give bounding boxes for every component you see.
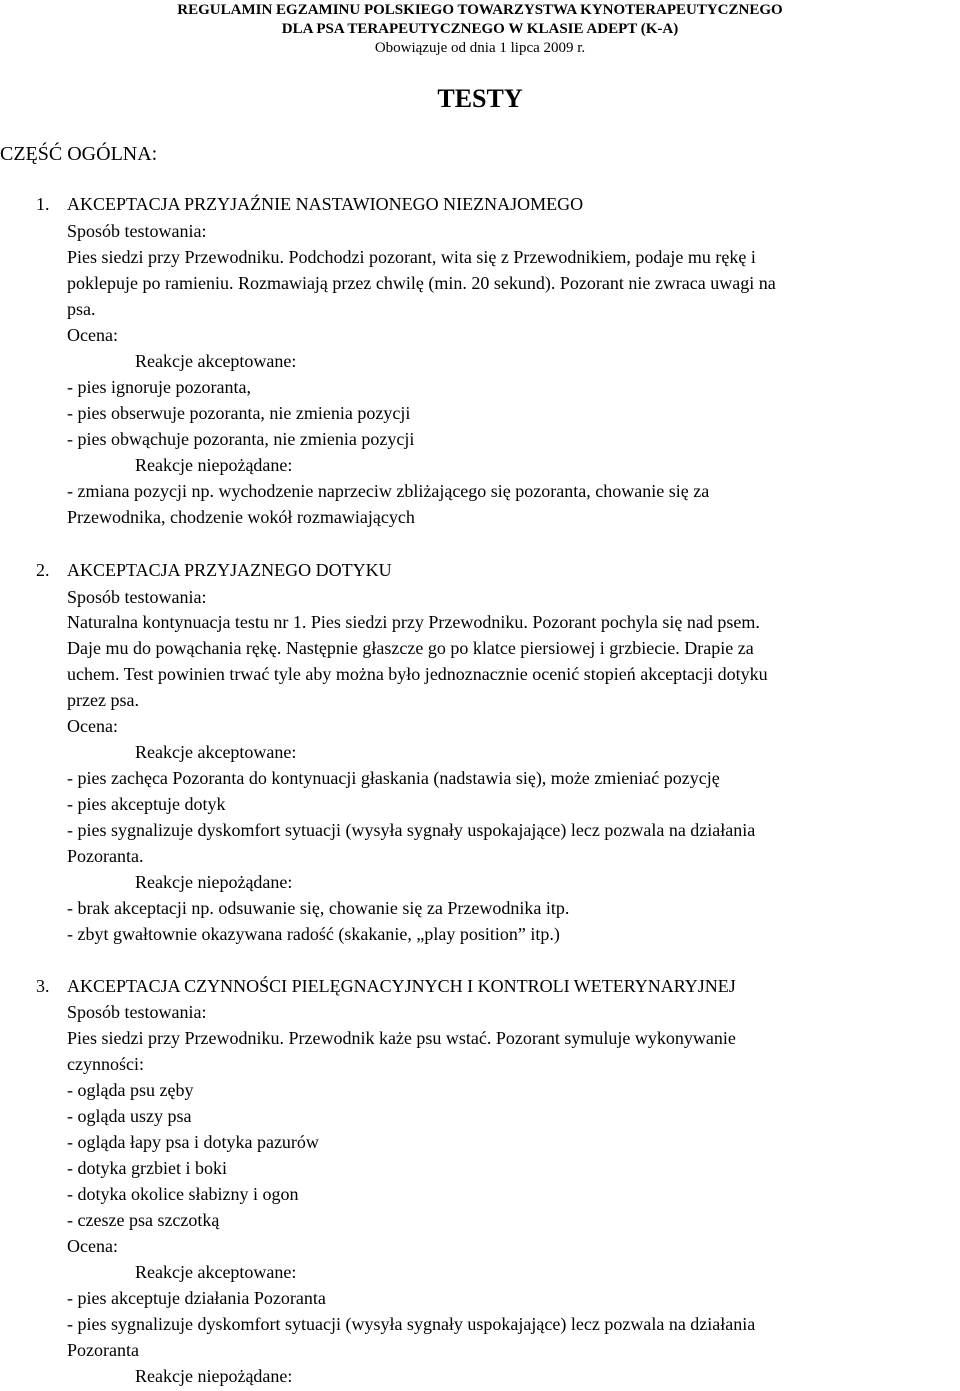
unwanted-item: - zmiana pozycji np. wychodzenie naprzeciw zbliżającego się pozoranta, chowanie się za: [67, 481, 710, 501]
method-line: przez psa.: [67, 690, 139, 710]
method-label: Sposób testowania:: [67, 1002, 207, 1022]
accepted-item: - pies akceptuje działania Pozoranta: [67, 1288, 326, 1308]
method-line: - ogląda uszy psa: [67, 1106, 192, 1126]
method-line: - dotyka okolice słabizny i ogon: [67, 1184, 299, 1204]
section-number: 3.: [36, 976, 50, 996]
unwanted-item: - brak akceptacji np. odsuwanie się, chowanie się za Przewodnika itp.: [67, 898, 570, 918]
method-line: - ogląda łapy psa i dotyka pazurów: [67, 1132, 319, 1152]
header-effective-date: Obowiązuje od dnia 1 lipca 2009 r.: [374, 40, 586, 56]
page-title: TESTY: [437, 84, 523, 113]
unwanted-label: Reakcje niepożądane:: [135, 1366, 293, 1386]
unwanted-item: - zbyt gwałtownie okazywana radość (skakanie, „play position” itp.): [67, 924, 560, 944]
method-line: Naturalna kontynuacja testu nr 1. Pies siedzi przy Przewodniku. Pozorant pochyla się nad psem.: [67, 612, 760, 632]
header-class: DLA PSA TERAPEUTYCZNEGO W KLASIE ADEPT (K-A): [281, 21, 679, 37]
part-heading: CZĘŚĆ OGÓLNA:: [0, 143, 158, 165]
unwanted-label: Reakcje niepożądane:: [135, 455, 293, 475]
method-line: psa.: [67, 299, 96, 319]
header-organization: REGULAMIN EGZAMINU POLSKIEGO TOWARZYSTWA KYNOTERAPEUTYCZNEGO: [177, 2, 783, 18]
section-number: 1.: [36, 194, 50, 214]
section-number: 2.: [36, 560, 50, 580]
method-line: - czesze psa szczotką: [67, 1210, 220, 1230]
eval-label: Ocena:: [67, 325, 118, 345]
accepted-item: - pies ignoruje pozoranta,: [67, 377, 251, 397]
unwanted-label: Reakcje niepożądane:: [135, 872, 293, 892]
eval-label: Ocena:: [67, 1236, 118, 1256]
accepted-item: - pies akceptuje dotyk: [67, 794, 226, 814]
accepted-item: - pies zachęca Pozoranta do kontynuacji głaskania (nadstawia się), może zmieniać pozycję: [67, 768, 720, 788]
unwanted-item: Przewodnika, chodzenie wokół rozmawiających: [67, 507, 415, 527]
method-line: czynności:: [67, 1054, 144, 1074]
accepted-item: - pies obserwuje pozoranta, nie zmienia pozycji: [67, 403, 411, 423]
accepted-item: Pozoranta: [67, 1340, 139, 1360]
accepted-label: Reakcje akceptowane:: [135, 1262, 297, 1282]
method-label: Sposób testowania:: [67, 587, 207, 607]
method-label: Sposób testowania:: [67, 221, 207, 241]
accepted-item: - pies obwąchuje pozoranta, nie zmienia pozycji: [67, 429, 415, 449]
method-line: - dotyka grzbiet i boki: [67, 1158, 227, 1178]
section-title: AKCEPTACJA CZYNNOŚCI PIELĘGNACYJNYCH I KONTROLI WETERYNARYJNEJ: [67, 976, 736, 996]
section-title: AKCEPTACJA PRZYJAZNEGO DOTYKU: [67, 560, 392, 580]
section-title: AKCEPTACJA PRZYJAŹNIE NASTAWIONEGO NIEZNAJOMEGO: [67, 194, 584, 214]
method-line: Pies siedzi przy Przewodniku. Przewodnik każe psu wstać. Pozorant symuluje wykonywanie: [67, 1028, 736, 1048]
method-line: uchem. Test powinien trwać tyle aby można było jednoznacznie ocenić stopień akceptacji dotyku: [67, 664, 768, 684]
method-line: Pies siedzi przy Przewodniku. Podchodzi pozorant, wita się z Przewodnikiem, podaje mu rękę i: [67, 247, 756, 267]
accepted-item: - pies sygnalizuje dyskomfort sytuacji (wysyła sygnały uspokajające) lecz pozwala na działania: [67, 1314, 756, 1334]
accepted-label: Reakcje akceptowane:: [135, 742, 297, 762]
eval-label: Ocena:: [67, 716, 118, 736]
accepted-label: Reakcje akceptowane:: [135, 351, 297, 371]
accepted-item: - pies sygnalizuje dyskomfort sytuacji (wysyła sygnały uspokajające) lecz pozwala na działania: [67, 820, 756, 840]
method-line: Daje mu do powąchania rękę. Następnie głaszcze go po klatce piersiowej i grzbiecie. Drapie za: [67, 638, 754, 658]
method-line: - ogląda psu zęby: [67, 1080, 194, 1100]
method-line: poklepuje po ramieniu. Rozmawiają przez chwilę (min. 20 sekund). Pozorant nie zwraca uwagi na: [67, 273, 776, 293]
accepted-item: Pozoranta.: [67, 846, 144, 866]
